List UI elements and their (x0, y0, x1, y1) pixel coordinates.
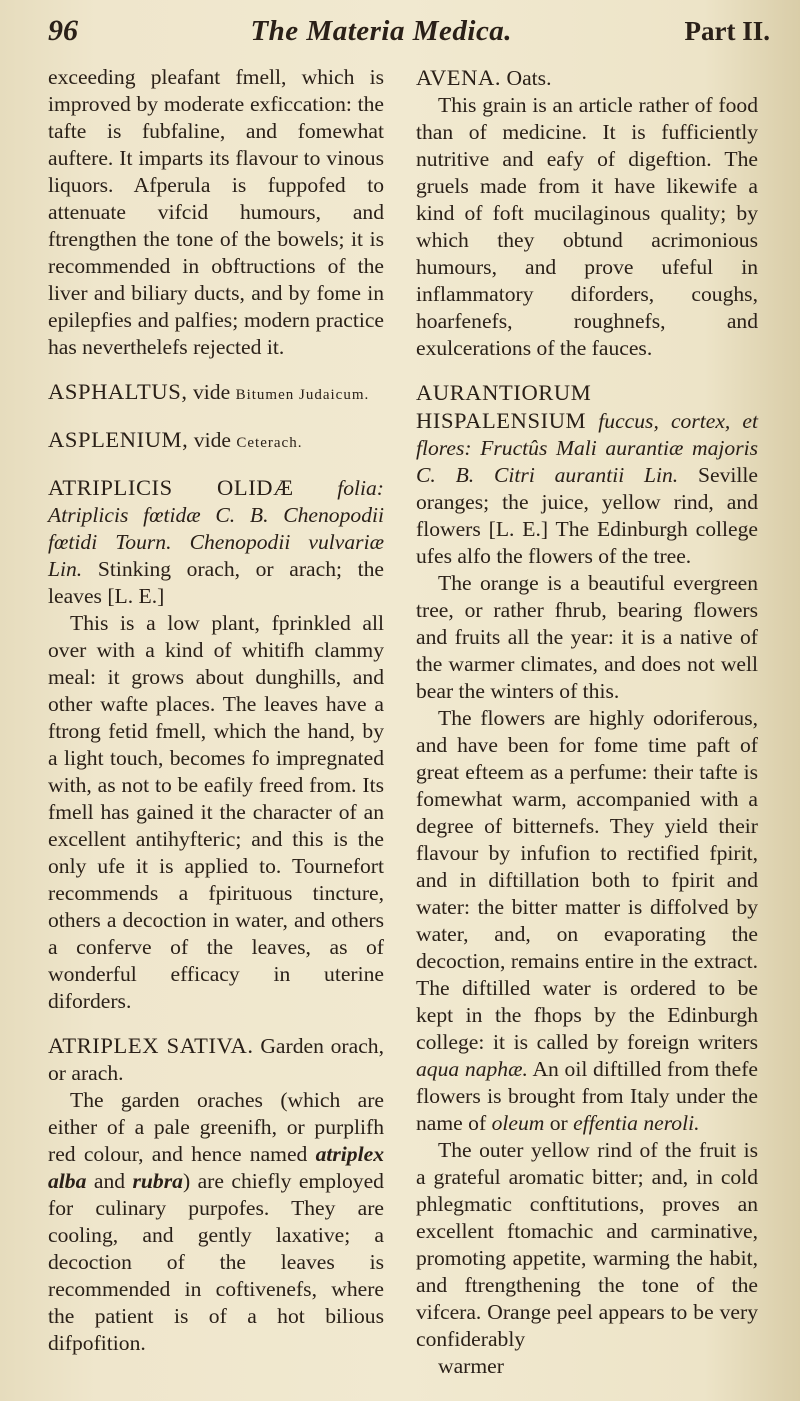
entry-atriplex (48, 1032, 384, 1087)
latin-term: atriplex alba (48, 1142, 384, 1193)
entry-body: The orange is a beautiful evergreen tree, or rather fhrub, bearing flowers and fruits all the year: it is a native of the warmer climates, and does not well bear the winters of this. (416, 571, 758, 703)
left-column (48, 64, 384, 1357)
synonym: Chenopodii vulvariæ Lin. (48, 530, 384, 581)
running-title: The Materia Medica. (250, 15, 513, 47)
entry-body: This is a low plant, fprinkled all over with a kind of whitifh clammy meal: it grows about dunghills, and other wafte places. The leaves have a ftrong fetid fmell, which the hand, by a light touch, becomes fo impregnated with, as not to be eafily freed from. Its fmell has gained it the character of an excellent antihyfteric; and this is the only ufe it is applied to. Tournefort recommends a fpirituous tincture, others a decoction in water, and others a conferve of the leaves, as of wonderful efficacy in uterine diforders. (48, 611, 384, 1013)
entry-avena (416, 64, 758, 92)
body-text: and (93, 1169, 126, 1193)
entry-title: ATRIPLICIS OLIDÆ (48, 475, 294, 500)
entry-part: folia: (337, 476, 384, 500)
entry-atriplicis (48, 474, 384, 610)
entry-asplenium (48, 426, 384, 457)
body-text: The garden oraches (which are either of a pale greenifh, or purplifh red colour, and hence named (48, 1088, 384, 1166)
vide-label: vide (193, 380, 231, 404)
entry-body: This grain is an article rather of food than of medicine. It is fufficiently nutritive and eafy of digeftion. The gruels made from it have likewife a kind of foft mucilaginous quality; by which they obtund acrimonious humours, and prove ufeful in inflammatory diforders, coughs, hoarfenefs, roughnefs, and exulcerations of the fauces. (416, 93, 758, 360)
catchword: warmer (438, 1354, 504, 1378)
entry-body: The outer yellow rind of the fruit is a grateful aromatic bitter; and, in cold phlegmatic conftitutions, proves an excellent ftomachic and carminative, promoting appetite, warming the habit, and ftrengthening the tone of the vifcera. Orange peel appears to be very confiderably (416, 1138, 758, 1351)
entry-title: ASPHALTUS, (48, 379, 188, 404)
body-text: An oil diftilled from thefe flowers is brought from Italy under the name of (416, 1057, 758, 1135)
running-header (48, 14, 770, 64)
entry-title: AURANTIORUM HISPALENSIUM (416, 380, 592, 433)
page-number: 96 (48, 14, 78, 47)
entry-title: ASPLENIUM, (48, 427, 189, 452)
entry-part: fuccus, cortex, et flores: (416, 409, 759, 460)
body-text: or (549, 1111, 568, 1135)
latin-term: oleum (491, 1111, 545, 1135)
common-name: Oats. (506, 66, 552, 90)
synonym: Citri aurantii Lin. (494, 463, 679, 487)
latin-term: aqua naphæ. (416, 1057, 528, 1081)
synonym: Chenopodii fœtidi Tourn. (48, 503, 384, 554)
cross-reference: Ceterach. (236, 435, 303, 451)
continued-paragraph: exceeding pleafant fmell, which is improved by moderate exficcation: the tafte is fubfaline, and fomewhat auftere. It imparts its flavour to vinous liquors. Afperula is fuppofed to attenuate vifcid humours, and ftrengthen the tone of the bowels; it is recommended in obftructions of the liver and biliary ducts, and by fome in epilepfies and palfies; modern practice has neverthelefs rejected it. (48, 65, 384, 359)
common-name: Stinking orach, or arach; the leaves [L. E.] (48, 557, 384, 608)
synonym: Atriplicis fœtidæ C. B. (48, 503, 269, 527)
entry-title: ATRIPLEX SATIVA. (48, 1033, 254, 1058)
cross-reference: Bitumen Judaicum. (235, 387, 370, 403)
body-text: ) are chiefly employed for culinary purpofes. They are cooling, and gently laxative; a decoction of the leaves is recommended in coftivenefs, where the patient is of a hot bilious difpofition. (48, 1169, 384, 1355)
body-text: The flowers are highly odoriferous, and have been for fome time paft of great efteem as a perfume: their tafte is fomewhat warm, accompanied with a degree of bitternefs. They yield their flavour by infufion to rectified fpirit, and in diftillation both to fpirit and water: the bitter matter is diffolved by water, and, on evaporating the decoction, remains entire in the extract. The diftilled water is ordered to be kept in the fhops by the Edinburgh college: it is called by foreign writers (416, 706, 758, 1054)
entry-title: AVENA. (416, 65, 502, 90)
part-label: Part II. (684, 16, 770, 46)
entry-aurantiorum (416, 379, 758, 570)
right-column (416, 64, 758, 1380)
common-name: Garden orach, or arach. (48, 1034, 384, 1085)
entry-asphaltus (48, 378, 384, 409)
entry-body (416, 705, 758, 1137)
latin-term: effentia neroli. (573, 1111, 700, 1135)
vide-label: vide (193, 428, 231, 452)
common-name: Seville oranges; the juice, yellow rind, and flowers [L. E.] The Edinburgh college ufes alfo the flowers of the tree. (416, 463, 759, 568)
latin-term: rubra (132, 1169, 183, 1193)
entry-body (48, 1087, 384, 1357)
synonym: Fructûs Mali aurantiæ majoris C. B. (416, 436, 758, 487)
